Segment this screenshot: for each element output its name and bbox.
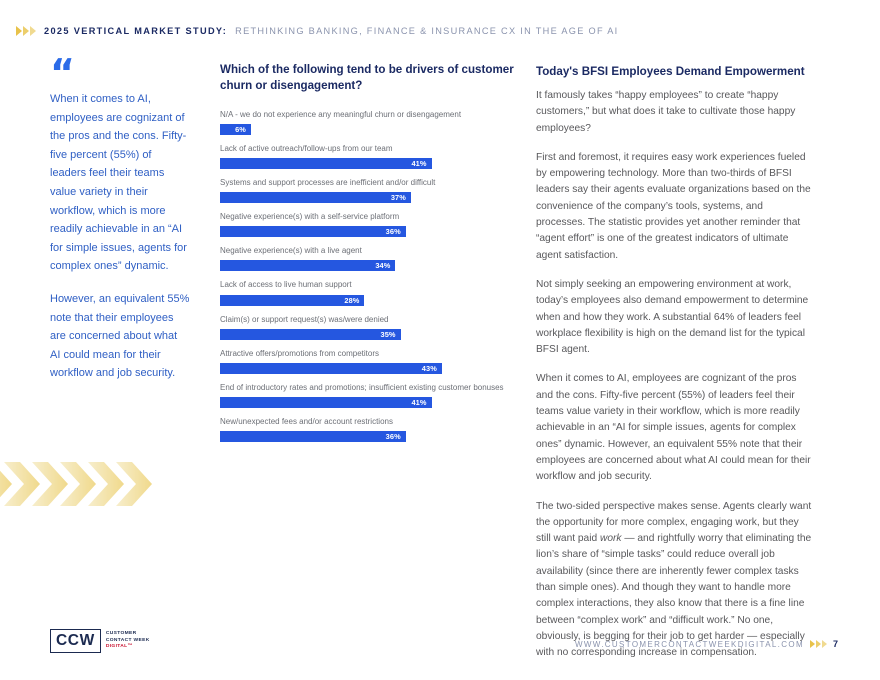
chart-bar-track	[220, 260, 520, 271]
article-paragraph: When it comes to AI, employees are cognizant of the pros and the cons. Fifty-five percent (55%) of leaders feel their teams value variety in their workflow, which is more readily achievable in an “AI for simple issues, agents for complex ones” dynamic. However, an equivalent 55% note that their employees are concerned about what AI could mean for their workflow and job security.	[536, 373, 811, 483]
chevron-right-icon	[30, 26, 36, 36]
chart-bar-label: New/unexpected fees and/or account restrictions	[220, 416, 393, 426]
chart-bar-row	[220, 280, 520, 305]
article-column	[536, 64, 812, 662]
chart-title: Which of the following tend to be drivers of customer churn or disengagement?	[220, 63, 514, 92]
ccw-logo-box	[50, 629, 101, 653]
quote-mark-icon: “	[50, 51, 74, 95]
final-text-before: The two-sided perspective makes sense. Agents clearly want the opportunity for more complex, engaging work, but they still want paid	[536, 500, 812, 545]
decorative-chevron-band	[0, 458, 192, 510]
article-paragraph: Not simply seeking an empowering environment at work, today’s employees also demand empowerment to determine when and how they work. A substantial 64% of leaders feel workplace flexibility is high on the demand list for the typical BFSI agent.	[536, 278, 809, 356]
chart-bar-track	[220, 158, 520, 169]
chart-bar-track	[220, 363, 520, 374]
final-text-italic: work	[600, 533, 622, 545]
pull-quote-paragraph: When it comes to AI, employees are cognizant of the pros and the cons. Fifty-five percent (55%) of leaders feel their teams value variety in their workflow, which is more readily achievable in an “AI for simple issues, agents for complex ones” dynamic.	[50, 93, 187, 273]
chart-bar-label: Claim(s) or support request(s) was/were denied	[220, 314, 389, 324]
churn-drivers-chart	[220, 62, 520, 451]
ccw-logo-line3: DIGITAL™	[105, 643, 133, 649]
chart-bar-track	[220, 397, 520, 408]
pull-quote-paragraph: However, an equivalent 55% note that their employees are concerned about what AI could mean for their workflow and job security.	[50, 292, 190, 380]
chart-bar-value: 28%	[344, 295, 360, 305]
ccw-logo-line1: CUSTOMER	[105, 631, 137, 637]
ccw-digital-logo	[50, 629, 150, 653]
page-header	[16, 26, 864, 36]
ccw-logo-wordmark	[106, 631, 150, 650]
chart-bar-fill	[220, 295, 364, 306]
article-paragraph: It famously takes “happy employees” to create “happy customers,” but what does it take to cultivate those happy employees?	[536, 90, 796, 134]
chart-bar-value: 36%	[385, 227, 401, 237]
chart-bar-track	[220, 226, 520, 237]
chart-bar-track	[220, 329, 520, 340]
chart-bar-value: 43%	[421, 363, 437, 373]
chart-bar-label: Negative experience(s) with a self-service platform	[220, 212, 400, 222]
chart-bar-row	[220, 246, 520, 271]
chart-bar-label: Lack of access to live human support	[220, 280, 352, 290]
chart-bar-row	[220, 110, 520, 135]
chart-bar-row	[220, 417, 520, 442]
chart-bar-row	[220, 178, 520, 203]
chart-bar-list	[220, 110, 520, 442]
chart-bar-fill	[220, 397, 432, 408]
chevron-right-icon	[822, 640, 827, 648]
chevron-right-icon	[16, 26, 22, 36]
chart-bar-fill	[220, 124, 251, 135]
chart-bar-fill	[220, 260, 395, 271]
chart-bar-fill	[220, 192, 411, 203]
chart-bar-track	[220, 192, 520, 203]
chart-bar-track	[220, 431, 520, 442]
header-chevrons-icon	[16, 26, 36, 36]
chart-bar-value: 35%	[380, 329, 396, 339]
chevron-right-icon	[810, 640, 815, 648]
chart-bar-value: 41%	[411, 397, 427, 407]
chart-bar-row	[220, 349, 520, 374]
chart-bar-label: N/A - we do not experience any meaningful churn or disengagement	[220, 110, 462, 119]
chevron-right-icon	[23, 26, 29, 36]
chevron-right-icon	[816, 640, 821, 648]
ccw-logo-mark: CCW	[56, 631, 95, 649]
chart-bar-track	[220, 124, 520, 135]
article-paragraph: First and foremost, it requires easy work experiences fueled by empowering technology. More than two-thirds of BFSI leaders say their agents evaluate organizations based on the convenience of the company’s tools, systems, and processes. The statistic provides yet another reminder that “agent effort” is one of the greatest indicators of ultimate agent satisfaction.	[536, 151, 811, 261]
chart-bar-value: 37%	[390, 193, 406, 203]
chart-bar-row	[220, 144, 520, 169]
footer-chevrons-icon	[810, 640, 827, 648]
chart-bar-value: 41%	[411, 159, 427, 169]
chart-bar-label: Systems and support processes are inefficient and/or difficult	[220, 178, 436, 188]
chart-bar-row	[220, 383, 520, 408]
article-paragraph-final	[536, 499, 812, 662]
chart-bar-label: End of introductory rates and promotions; insufficient existing customer bonuses	[220, 382, 504, 392]
chart-bar-value: 36%	[385, 431, 401, 441]
header-subtitle: RETHINKING BANKING, FINANCE & INSURANCE CX IN THE AGE OF AI	[235, 26, 619, 36]
chart-bar-label: Attractive offers/promotions from competitors	[220, 348, 380, 358]
final-text-after: — and rightfully worry that eliminating the lion’s share of “simple tasks” could reduce overall job availability (since there are inherently fewer complex tasks than simple ones). And though they want to handle more complex interactions, they also know that there is a fine line between “complex work” and “difficult work.” No one, obviously, is begging for their job to get harder — especially with no corresponding increase in compensation.	[536, 533, 812, 659]
article-heading: Today's BFSI Employees Demand Empowerment	[536, 65, 805, 78]
chart-bar-label: Lack of active outreach/follow-ups from our team	[220, 144, 393, 154]
chart-bar-fill	[220, 329, 401, 340]
chart-bar-value: 34%	[375, 261, 391, 271]
page-number: 7	[832, 639, 838, 649]
chart-bar-row	[220, 212, 520, 237]
chart-bar-fill	[220, 158, 432, 169]
chart-bar-fill	[220, 431, 406, 442]
ccw-logo-line2: CONTACT WEEK	[105, 637, 150, 643]
chart-bar-value: 6%	[235, 125, 246, 135]
footer-url: WWW.CUSTOMERCONTACTWEEKDIGITAL.COM	[574, 639, 804, 649]
pull-quote-body	[50, 90, 190, 383]
chart-bar-row	[220, 315, 520, 340]
header-title: 2025 VERTICAL MARKET STUDY:	[44, 26, 228, 36]
chart-bar-fill	[220, 363, 442, 374]
chart-bar-fill	[220, 226, 406, 237]
chart-bar-track	[220, 295, 520, 306]
footer-right	[575, 639, 838, 649]
chart-bar-label: Negative experience(s) with a live agent	[220, 246, 362, 256]
pull-quote	[50, 51, 190, 383]
